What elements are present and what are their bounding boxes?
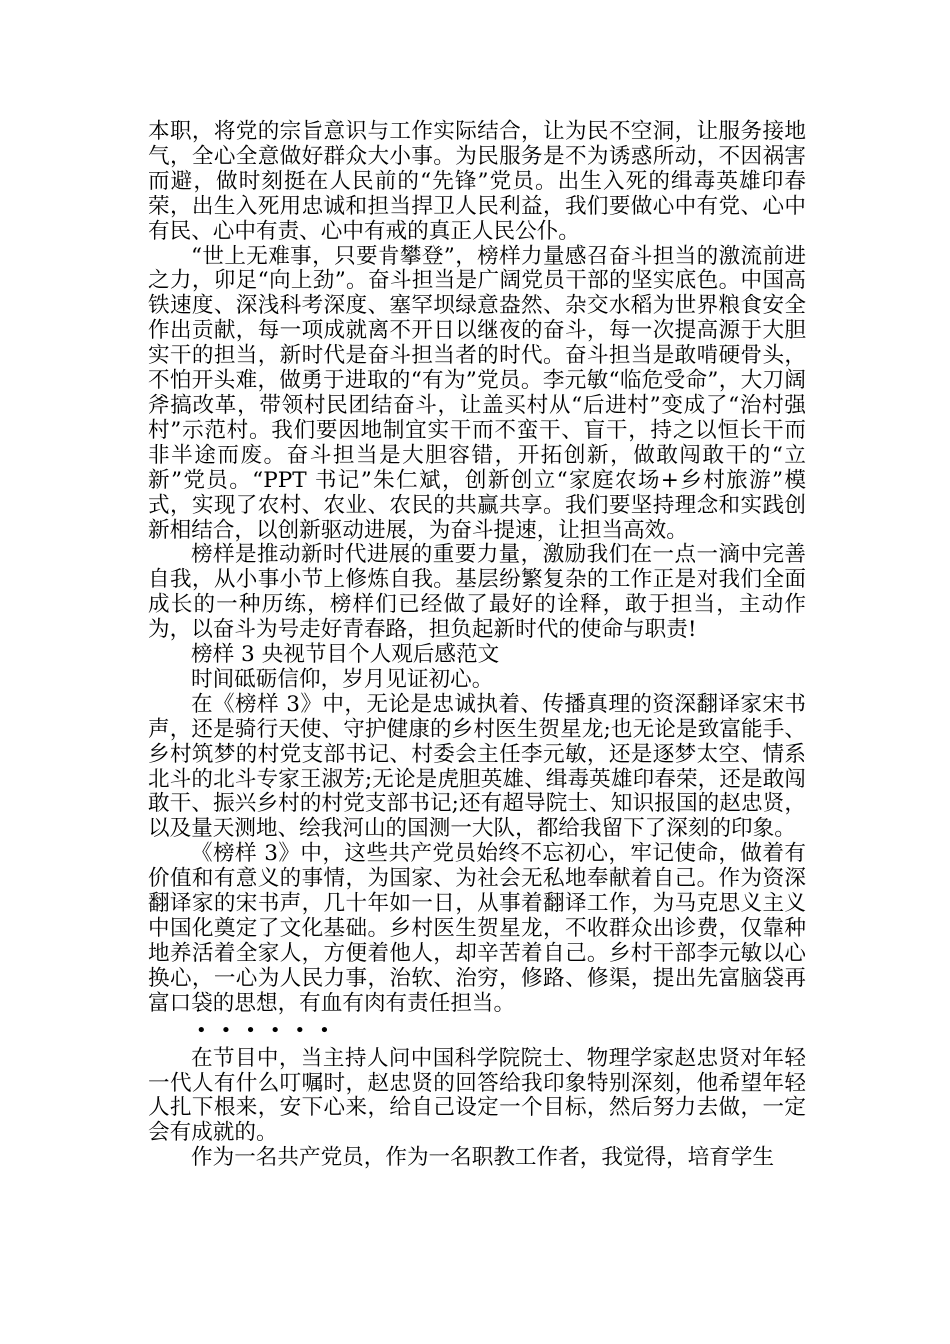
document-body [148,120,806,1171]
section-heading: 榜样 3 央视节目个人观后感范文 [191,642,500,668]
paragraph-opening-line: 时间砥砺信仰，岁月见证初心。 [191,666,494,692]
paragraph-interview: 在节目中，当主持人问中国科学院院士、物理学家赵忠贤对年轻一代人有什么叮嘱时，赵忠贤的回答给我印象特别深刻，他希望年轻人扎下根来，安下心来，给自己设定一个目标，然后努力去做，一定会有成就的。 [148,1045,806,1146]
paragraph-role-model: 榜样是推动新时代进展的重要力量，激励我们在一点一滴中完善自我，从小事小节上修炼自我。基层纷繁复杂的工作正是对我们全面成长的一种历练，榜样们已经做了最好的诠释，敢于担当，主动作为，以奋斗为号走好青春路，担负起新时代的使命与职责! [148,542,806,643]
paragraph-educator: 作为一名共产党员，作为一名职教工作者，我觉得，培育学生 [191,1145,775,1171]
paragraph-honorees: 在《榜样 3》中，无论是忠诚执着、传播真理的资深翻译家宋书声，还是骑行天使、守护健康的乡村医生贺星龙;也无论是致富能手、乡村筑梦的村党支部书记、村委会主任李元敏，还是逐梦太空、情系北斗的北斗专家王淑芳;无论是虎胆英雄、缉毒英雄印春荣，还是敢闯敢干、振兴乡村的村党支部书记;还有超导院士、知识报国的赵忠贤，以及量天测地、绘我河山的国测一大队，都给我留下了深刻的印象。 [148,691,806,842]
paragraph-struggle: “世上无难事，只要肯攀登”，榜样力量感召奋斗担当的激流前进之力，卯足“向上劲”。奋斗担当是广阔党员干部的坚实底色。中国高铁速度、深浅科考深度、塞罕坝绿意盎然、杂交水稻为世界粮食安全作出贡献，每一项成就离不开日以继夜的奋斗，每一次提高源于大胆实干的担当，新时代是奋斗担当者的时代。奋斗担当是敢啃硬骨头，不怕开头难，做勇于进取的“有为”党员。李元敏“临危受命”，大刀阔斧搞改革，带领村民团结奋斗，让盖买村从“后进村”变成了“治村强村”示范村。我们要因地制宜实干而不蛮干、盲干，持之以恒长干而非半途而废。奋斗担当是大胆容错，开拓创新，做敢闯敢干的“立新”党员。“PPT 书记”朱仁斌，创新创立“家庭农场+乡村旅游”模式，实现了农村、农业、农民的共赢共享。我们要坚持理念和实践创新相结合，以创新驱动进展，为奋斗提速，让担当高效。 [148,243,806,543]
ellipsis-dots: •••••• [196,1019,344,1041]
paragraph-mission: 《榜样 3》中，这些共产党员始终不忘初心，牢记使命，做着有价值和有意义的事情，为国家、为社会无私地奉献着自己。作为资深翻译家的宋书声，几十年如一日，从事着翻译工作，为马克思义主义中国化奠定了文化基础。乡村医生贺星龙，不收群众出诊费，仅靠种地养活着全家人，方便着他人，却辛苦着自己。乡村干部李元敏以心换心，一心为人民力事，治软、治穷，修路、修渠，提出先富脑袋再富口袋的思想，有血有肉有责任担当。 [148,841,806,1016]
paragraph-service: 本职，将党的宗旨意识与工作实际结合，让为民不空洞，让服务接地气，全心全意做好群众大小事。为民服务是不为诱惑所动，不因祸害而避，做时刻挺在人民前的“先锋”党员。出生入死的缉毒英雄印春荣，出生入死用忠诚和担当捍卫人民利益，我们要做心中有党、心中有民、心中有责、心中有戒的真正人民公仆。 [148,119,806,244]
